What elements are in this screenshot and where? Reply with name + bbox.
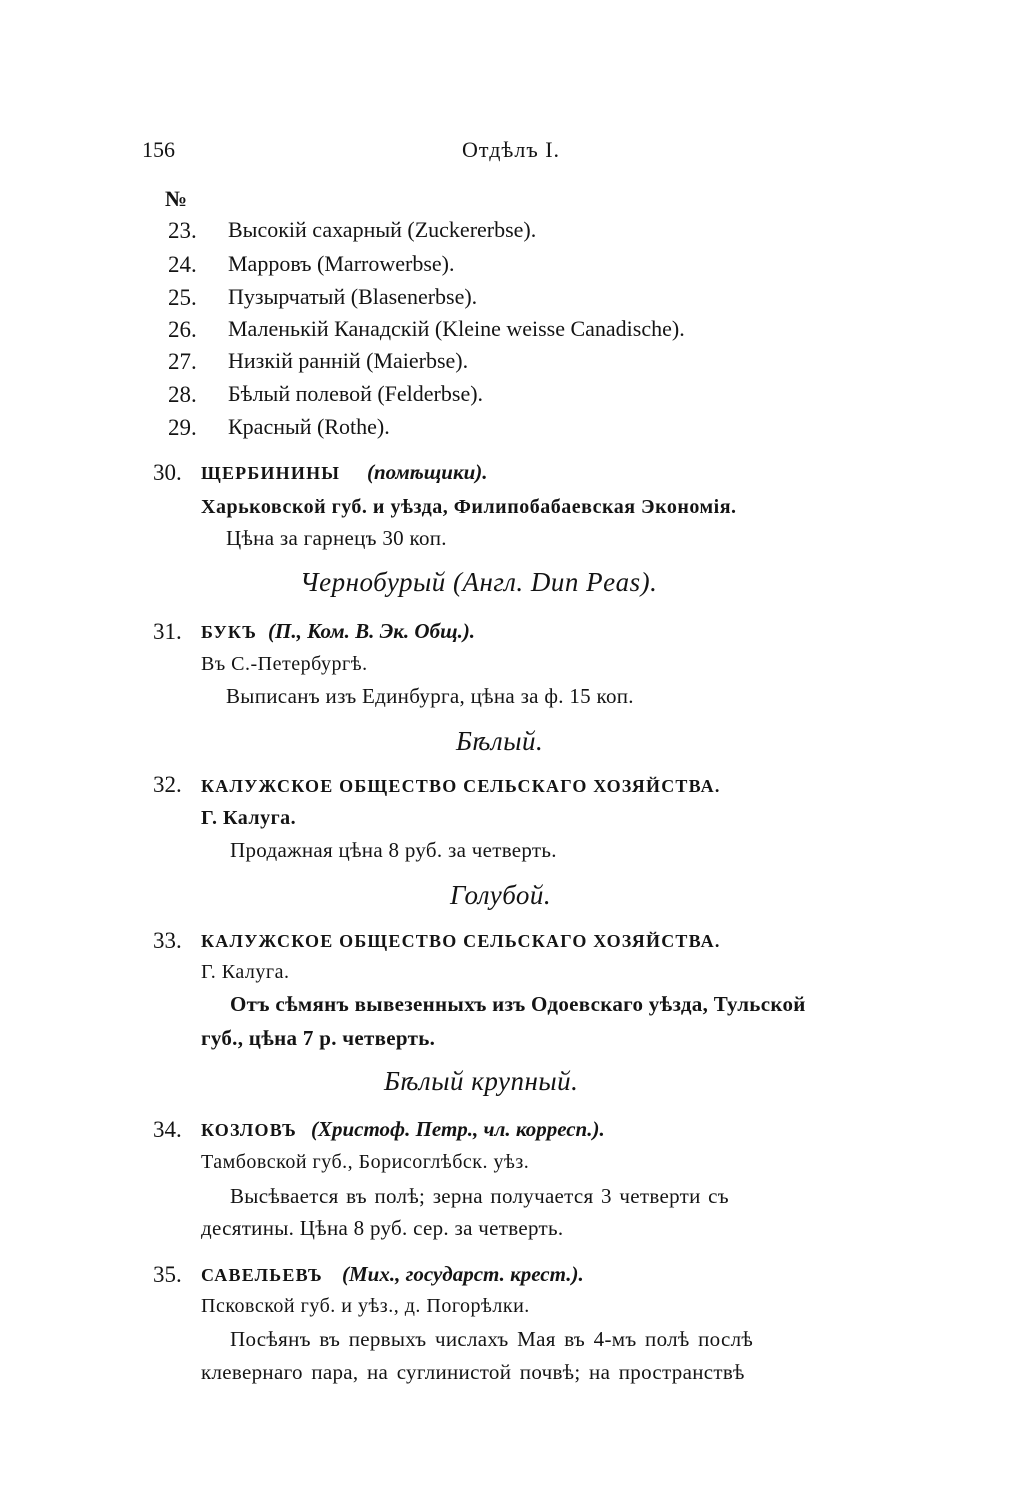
exhibitor-note: (помѣщики).	[367, 460, 488, 484]
exhibitor-location: Харьковской губ. и уѣзда, Филипобабаевская Экономія.	[201, 496, 737, 518]
entry-number: 35.	[153, 1262, 182, 1287]
entry-description: десятины. Цѣна 8 руб. сер. за четверть.	[201, 1216, 564, 1240]
entry-description: Посѣянъ въ первыхъ числахъ Мая въ 4-мъ полѣ послѣ	[230, 1327, 754, 1351]
list-item-number: 26.	[168, 317, 197, 342]
variety-heading: Бѣлый крупный.	[384, 1066, 579, 1096]
list-item-number: 25.	[168, 285, 197, 310]
exhibitor-name: САВЕЛЬЕВЪ	[201, 1265, 323, 1285]
exhibitor-name: КОЗЛОВЪ	[201, 1120, 297, 1140]
exhibitor-location: Въ С.-Петербургѣ.	[201, 653, 368, 675]
list-item-number: 29.	[168, 415, 197, 440]
entry-number: 30.	[153, 460, 182, 485]
variety-heading: Чернобурый (Англ. Dun Peas).	[300, 567, 658, 597]
exhibitor-note: (П., Ком. В. Эк. Общ.).	[268, 619, 476, 643]
exhibitor-note: (Христоф. Петр., чл. корресп.).	[311, 1117, 605, 1141]
list-item-number: 28.	[168, 382, 197, 407]
entry-description: Отъ сѣмянъ вывезенныхъ изъ Одоевскаго уѣзда, Тульской	[230, 992, 806, 1016]
list-item-text: Бѣлый полевой (Felderbse).	[228, 381, 484, 406]
exhibitor-location: Г. Калуга.	[201, 807, 297, 829]
entry-number: 32.	[153, 772, 182, 797]
list-item-number: 27.	[168, 349, 197, 374]
entry-description: Продажная цѣна 8 руб. за четверть.	[230, 838, 557, 862]
section-title: Отдѣлъ I.	[462, 137, 561, 162]
entry-number: 31.	[153, 619, 182, 644]
entry-description: Высѣвается въ полѣ; зерна получается 3 четверти съ	[230, 1184, 729, 1208]
entry-description: губ., цѣна 7 р. четверть.	[201, 1026, 436, 1050]
exhibitor-location: Псковской губ. и уѣз., д. Погорѣлки.	[201, 1295, 530, 1317]
exhibitor-note: (Мих., государст. крест.).	[342, 1262, 584, 1286]
list-item-number: 24.	[168, 252, 197, 277]
list-item-text: Марровъ (Marrowerbse).	[228, 251, 455, 276]
exhibitor-name: БУКЪ	[201, 622, 258, 642]
entry-description: Выписанъ изъ Единбурга, цѣна за ф. 15 коп.	[226, 684, 634, 708]
list-item-text: Низкій ранній (Maierbse).	[228, 348, 469, 373]
entry-description: Цѣна за гарнецъ 30 коп.	[226, 526, 447, 550]
list-item-text: Пузырчатый (Blasenerbse).	[228, 284, 478, 309]
number-sign: №	[165, 186, 188, 211]
entry-number: 34.	[153, 1117, 182, 1142]
list-item-text: Высокій сахарный (Zuckererbse).	[228, 217, 537, 242]
entry-description: клевернаго пара, на суглинистой почвѣ; на пространствѣ	[201, 1360, 745, 1384]
exhibitor-name: КАЛУЖСКОЕ ОБЩЕСТВО СЕЛЬСКАГО ХОЗЯЙСТВА.	[201, 931, 721, 951]
entry-number: 33.	[153, 928, 182, 953]
page-number: 156	[142, 137, 175, 162]
exhibitor-name: КАЛУЖСКОЕ ОБЩЕСТВО СЕЛЬСКАГО ХОЗЯЙСТВА.	[201, 776, 721, 796]
exhibitor-name: ЩЕРБИНИНЫ	[201, 463, 341, 483]
exhibitor-location: Г. Калуга.	[201, 961, 290, 983]
exhibitor-location: Тамбовской губ., Борисоглѣбск. уѣз.	[201, 1151, 530, 1173]
variety-heading: Бѣлый.	[456, 726, 544, 756]
list-item-number: 23.	[168, 218, 197, 243]
variety-heading: Голубой.	[450, 880, 552, 910]
list-item-text: Маленькій Канадскій (Kleine weisse Canadische).	[228, 316, 685, 341]
list-item-text: Красный (Rothe).	[228, 414, 390, 439]
